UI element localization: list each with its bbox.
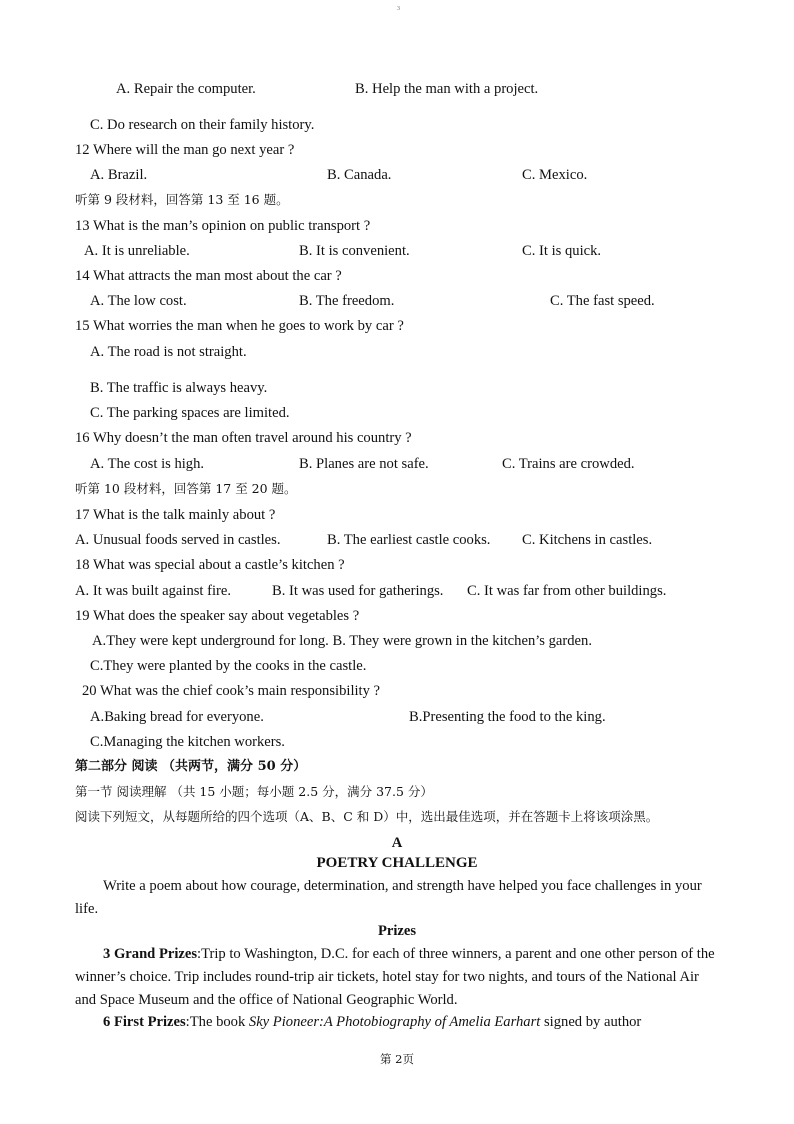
q18-option-a: A. It was built against fire. [75, 583, 232, 599]
page-number: 第 2页 [380, 1052, 414, 1066]
q13-option-c: C. It is quick. [522, 243, 602, 259]
q11-option-c: C. Do research on their family history. [90, 117, 315, 133]
page-mark: 3 [397, 6, 400, 12]
q18-option-b: B. It was used for gatherings. [272, 583, 444, 599]
section-10-instruction: 听第 10 段材料，回答第 17 至 20 题。 [75, 481, 297, 496]
q11-option-a: A. Repair the computer. [116, 81, 256, 97]
q16-option-c: C. Trains are crowded. [502, 456, 635, 472]
q20-option-c: C.Managing the kitchen workers. [90, 734, 285, 750]
q16-option-b: B. Planes are not safe. [299, 456, 429, 472]
q11-option-b: B. Help the man with a project. [355, 81, 539, 97]
q20-stem: 20 What was the chief cook’s main responsibility ? [82, 683, 381, 699]
q13-option-a: A. It is unreliable. [84, 243, 190, 259]
q17-option-c: C. Kitchens in castles. [522, 532, 653, 548]
grand-prizes-paragraph [75, 943, 715, 1012]
q15-option-c: C. The parking spaces are limited. [90, 405, 290, 421]
first-prizes-label: 6 First Prizes [103, 1014, 186, 1030]
part-2-title: 第二部分 阅读 （共两节，满分 50 分） [75, 759, 307, 774]
q20-option-b: B.Presenting the food to the king. [409, 709, 606, 725]
q13-option-b: B. It is convenient. [299, 243, 410, 259]
q15-stem: 15 What worries the man when he goes to work by car ? [75, 318, 404, 334]
grand-prizes-text: :Trip to Washington, D.C. for each of three winners, a parent and one other person of the winner’s choice. Trip includes round-trip air tickets, hotel stay for two nights, and tours of the National Air and Space Museum and the office of National Geographic World. [75, 946, 715, 1008]
q14-option-a: A. The low cost. [90, 293, 187, 309]
q14-option-c: C. The fast speed. [550, 293, 655, 309]
first-prizes-text-pre: :The book [185, 1014, 249, 1030]
q20-option-a: A.Baking bread for everyone. [90, 709, 264, 725]
q14-stem: 14 What attracts the man most about the car ? [75, 268, 342, 284]
grand-prizes-label: 3 Grand Prizes [103, 946, 198, 962]
q17-option-b: B. The earliest castle cooks. [327, 532, 491, 548]
first-prizes-line [103, 1013, 641, 1031]
q17-stem: 17 What is the talk mainly about ? [75, 507, 276, 523]
q16-stem: 16 Why doesn’t the man often travel around his country ? [75, 430, 412, 446]
passage-title: POETRY CHALLENGE [316, 855, 478, 871]
first-prizes-book-title: Sky Pioneer:A Photobiography of Amelia Earhart [248, 1014, 541, 1030]
prizes-heading: Prizes [377, 923, 417, 939]
q19-option-c: C.They were planted by the cooks in the castle. [90, 658, 367, 674]
part-2-instruction: 阅读下列短文，从每题所给的四个选项（A、B、C 和 D）中，选出最佳选项，并在答题卡上将该项涂黑。 [75, 809, 659, 824]
part-2-section-1: 第一节 阅读理解 （共 15 小题；每小题 2.5 分，满分 37.5 分） [75, 784, 433, 799]
q14-option-b: B. The freedom. [299, 293, 395, 309]
section-9-instruction: 听第 9 段材料，回答第 13 至 16 题。 [75, 192, 289, 207]
q18-option-c: C. It was far from other buildings. [467, 583, 667, 599]
q18-stem: 18 What was special about a castle’s kitchen ? [75, 557, 345, 573]
q19-options-a-b: A.They were kept underground for long. B. They were grown in the kitchen’s garden. [92, 633, 592, 649]
q12-option-a: A. Brazil. [90, 167, 148, 183]
q12-stem: 12 Where will the man go next year ? [75, 142, 295, 158]
q13-stem: 13 What is the man’s opinion on public transport ? [75, 218, 371, 234]
q19-stem: 19 What does the speaker say about vegetables ? [75, 608, 360, 624]
q16-option-a: A. The cost is high. [90, 456, 205, 472]
q17-option-a: A. Unusual foods served in castles. [75, 532, 281, 548]
passage-letter: A [391, 835, 403, 851]
q12-option-c: C. Mexico. [522, 167, 588, 183]
q15-option-a: A. The road is not straight. [90, 344, 247, 360]
first-prizes-text-post: signed by author [540, 1014, 642, 1030]
q12-option-b: B. Canada. [327, 167, 392, 183]
q15-option-b: B. The traffic is always heavy. [90, 380, 268, 396]
passage-intro: Write a poem about how courage, determination, and strength have helped you face challenges in your life. [75, 878, 702, 917]
